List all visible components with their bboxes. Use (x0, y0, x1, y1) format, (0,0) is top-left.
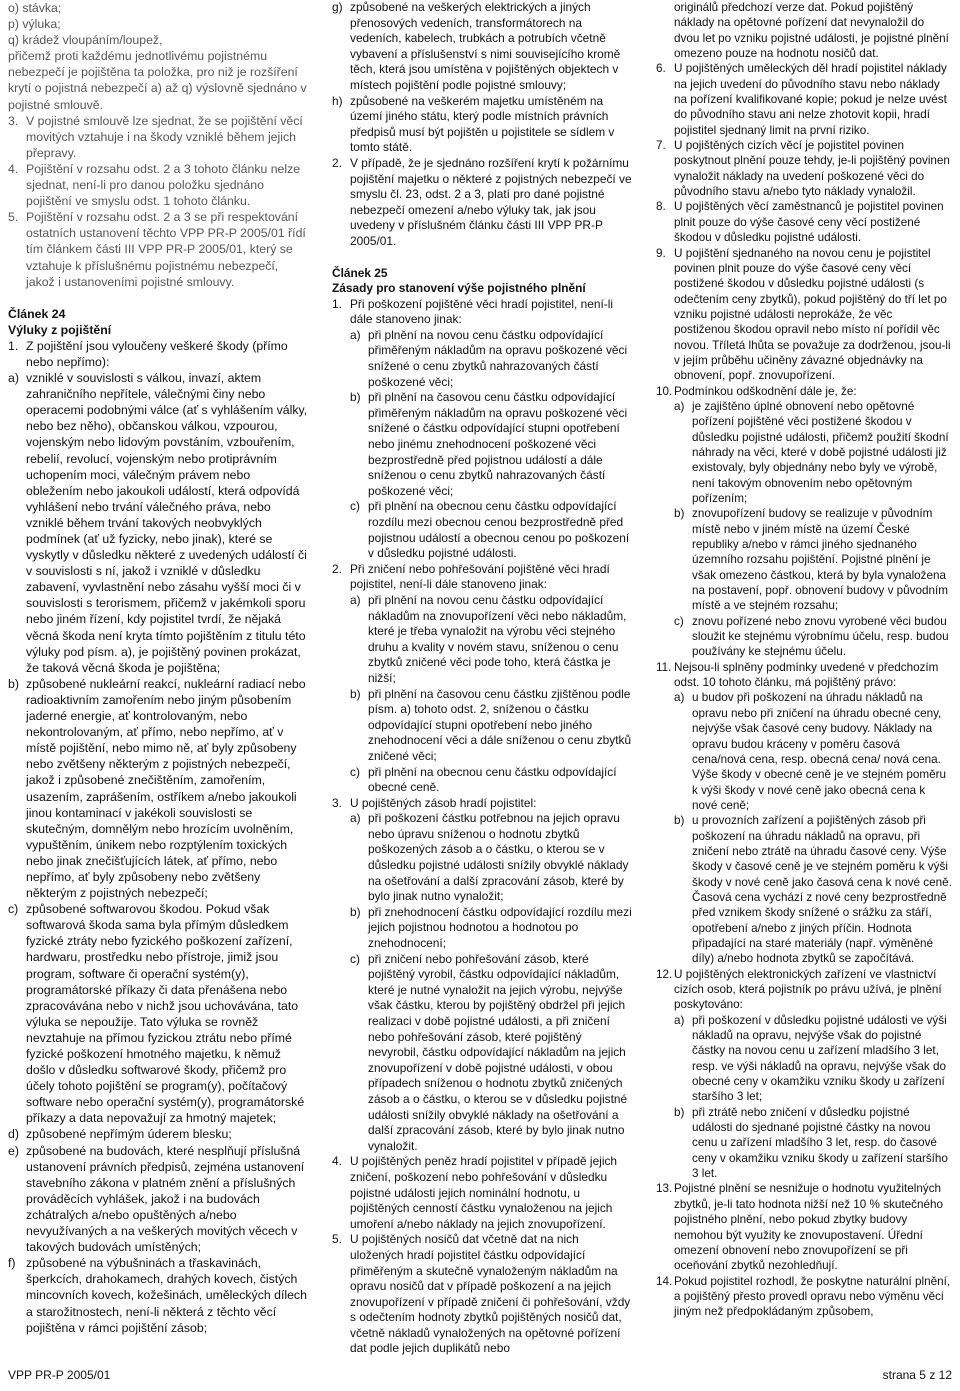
paragraph-text: V případě, že je sjednáno rozšíření krytí k požárnímu pojištění majetku o některé z pojistných nebezpečí ve smyslu čl. 23, odst. 2 a 3, platí pro dané pojistné nebezpečí omezení a/nebo výluky tak, jak jsou uvedeny v příslušném článku části III VPP PR-P 2005/01. (350, 155, 632, 248)
list-text: způsobené na veškerém majetku umístěném na území jiného státu, který podle místních právních předpisů musí být pojištěn u pojistitele se sídlem v tomto státě. (350, 93, 615, 155)
list-item (8, 1143, 308, 1256)
list-item: p) výluka; (8, 17, 61, 32)
paragraph-number: 12. (656, 967, 673, 981)
list-marker: c) (674, 614, 684, 628)
paragraph-text: U pojištěných věcí zaměstnanců je pojistitel povinen plnit pouze do výše časové ceny věcí postižené škodou v důsledku pojistné události. (674, 200, 944, 245)
list-marker: b) (674, 507, 685, 521)
paragraph-6 (656, 61, 952, 138)
list-item: o) stávka; (8, 1, 62, 15)
list-text: znovu pořízené nebo znovu vyrobené věci budou sloužit ke stejnému výrobnímu účelu, resp. budou používány ke stejnému účelu. (692, 614, 949, 659)
list-marker: b) (674, 1105, 685, 1119)
list-item (674, 506, 952, 613)
paragraph-number: 13. (656, 1182, 673, 1196)
list-item (8, 1255, 308, 1335)
list-text: způsobené na výbušninách a třaskavinách, šperkcích, drahokamech, drahých kovech, čistých mincovních kovech, kožešinách, uměleckých dílech a starožitnostech, není-li některá z těchto věcí pojištěna v rámci pojištění zásob; (26, 1256, 307, 1335)
list-item (350, 811, 632, 905)
paragraph-12 (656, 967, 952, 1013)
paragraph-text: U pojištěných cizích věcí je pojistitel povinen poskytnout plnění pouze tehdy, je-li pojištěný povinen vynaložit náklady na uvedení poškozené věci do původního stavu a/nebo tyto náklady vynaložil. (674, 139, 950, 199)
list-item (350, 390, 632, 499)
paragraph-2 (332, 156, 632, 250)
paragraph-text: Při poškození pojištěné věci hradí pojistitel, není-li dále stanoveno jinak: (350, 296, 614, 327)
list-item (674, 1013, 952, 1105)
paragraph-4 (8, 161, 308, 209)
list-item (350, 905, 632, 952)
list-marker: a) (350, 327, 361, 342)
paragraph-4 (332, 1154, 632, 1232)
paragraph-text: Při zničení nebo pohřešování pojištěné věci hradí pojistitel, není-li dále stanoveno jinak: (350, 561, 610, 592)
paragraph-10 (656, 384, 952, 399)
list-marker: a) (674, 1013, 685, 1027)
paragraph-number: 6. (656, 62, 666, 76)
paragraph-text: Pojistné plnění se nesnižuje o hodnotu využitelných zbytků, je-li tato hodnota nižší než 10 % skutečného pojistného plnění, nebo pokud zbytky budovy nemohou být využity ke znovupostavení. Úřední omezení obnovení nebo znovupořízení se při oceňování zbytků nezohledňují. (674, 1182, 943, 1273)
list-text: při zničení nebo pohřešování zásob, které pojištěný vyrobil, částku odpovídající nákladům, které je nutné vynaložit na jejich výrobu, nejvýše však částku, kterou by pojištěný obdržel při jejich realizaci v době pojistné události, a při zničení nebo pohřešování zásob, které pojištěný nevyrobil, částku odpovídající nákladům na jejich znovupořízení v době pojistné události, v obou případech sníženou o hodnotu zbytků zničených zásob a o částku, o kterou se v důsledku pojistné události snížily obvyklé náklady na ošetřování a další zpracování zásob, které by bylo jinak nutno vynaložit. (368, 951, 628, 1153)
paragraph-text: U pojištění sjednaného na novou cenu je pojistitel povinen plnit pouze do výše časové ceny věcí postižené škodou v důsledku pojistné události (s odečtením ceny zbytků), pokud pojištěný do tří let po vzniku pojistné události neprokáže, že věc postiženou škodou opravil nebo místo ní pořídil věc novou. Tříletá lhůta se považuje za dodrženou, jsou-li v jejím průběhu učiněny závazné objednávky na obnovení, popř. znovupořízení. (674, 246, 951, 383)
paragraph-number: 3. (8, 113, 19, 128)
paragraph-text: Pojištění v rozsahu odst. 2 a 3 tohoto článku nelze sjednat, není-li pro danou položku sjednáno pojištění ve smyslu odst. 1 tohoto článku. (26, 161, 301, 209)
article-title: Výluky z pojištění (8, 322, 112, 337)
list-text: při plnění na časovou cenu částku odpovídající přiměřeným nákladům na opravu poškozené věci snížené o částku odpovídající stupni opotřebení nebo jinému znehodnocení poškozené věci bezprostředně před pojistnou událostí a dále sníženou o cenu zbytků nahrazovaných částí poškozené věci; (368, 390, 628, 498)
column-middle (332, 0, 632, 1357)
paragraph-14 (656, 1274, 952, 1320)
list-marker: c) (350, 499, 360, 514)
list-text: způsobené nepřímým úderem blesku; (26, 1127, 232, 1142)
paragraph-number: 4. (8, 161, 19, 176)
paragraph-number: 10. (656, 384, 673, 398)
paragraph-3 (8, 113, 308, 161)
list-item (8, 370, 308, 676)
list-marker: f) (8, 1256, 16, 1271)
list-marker: g) (332, 0, 343, 14)
paragraph-text: Nejsou-li splněny podmínky uvedené v předchozím odst. 10 tohoto článku, má pojištěný právo: (674, 660, 939, 690)
article-heading: Článek 24 (8, 306, 66, 321)
paragraph-text: U pojištěných uměleckých děl hradí pojistitel náklady na jejich uvedení do původního stavu nebo náklady na pořízení kvalifikované kopie; pokud je nelze uvést do původního stavu ani nelze zhotovit kopii, hradí pojistitel sjednaný limit na první riziko. (674, 62, 947, 137)
list-marker: b) (350, 390, 361, 405)
paragraph-text: U pojištěných nosičů dat včetně dat na nich uložených hradí pojistitel částku odpovídající přiměřeným a skutečně vynaloženým nákladům na opravu nosičů dat v případě poškození a na jejich znovupořízení v případě zničení či pohřešování, vždy s odečtením hodnoty zbytků pojištěných nosičů dat, včetně nákladů vynaložených na opětovné pořízení dat podle jejich duplikátů nebo (350, 1232, 631, 1356)
list-marker: a) (8, 371, 19, 386)
paragraph-text: V pojistné smlouvě lze sjednat, že se pojištění věcí movitých vztahuje i na škody vzniklé během jejich přepravy. (26, 113, 303, 160)
paragraph-number: 2. (332, 155, 342, 170)
paragraph-5 (8, 209, 308, 289)
paragraph-text: Pokud pojistitel rozhodl, že poskytne naturální plnění, a pojištěný přesto provedl opravu nebo výměnu věci jiným než předpokládaným způsobem, (674, 1274, 951, 1319)
article-heading: Článek 25 (332, 265, 388, 280)
list-item (8, 1126, 308, 1142)
list-text: vzniklé v souvislosti s válkou, invazí, aktem zahraničního nepřítele, válečnými činy nebo operacemi podobnými válce (ať s vyhlášením války, nebo bez něho), občanskou válkou, vzpourou, vojenským nebo lidovým povstáním, vzbouřením, rebelií, revolucí, vojenským nebo protiprávním uchopením moci, válečným právem nebo obležením nebo jakoukoli událostí, která odpovídá vyhlášení nebo trvání válečného práva, nebo vzniklé během trvání takových neobvyklých podmínek (ať už fyzicky, nebo jinak), které se vyskytly v důsledku některé z uvedených událostí či v souvislosti s ní, jakož i vzniklé v důsledku zabavení, vyvlastnění nebo zásahu vyšší moci či v souvislosti s terorismem, přičemž v jakémkoli sporu nebo jiném řízení, kdy pojistitel tvrdí, že nějaká věcná škoda není kryta tímto pojištěním z titulu této výluky pod písm. a), je pojištěný povinen prokázat, že taková věcná škoda je pojištěna; (26, 371, 308, 675)
list-marker: b) (8, 676, 19, 691)
paragraph-text: Z pojištění jsou vyloučeny veškeré škody (přímo nebo nepřímo): (26, 338, 288, 369)
paragraph-text: U pojištěných zásob hradí pojistitel: (350, 795, 537, 810)
list-marker: c) (350, 764, 360, 779)
column-right (656, 0, 952, 1320)
list-text: je zajištěno úplné obnovení nebo opětovné pořízení pojištěné věci postižené škodou v důsledku pojistné události, přičemž použití škodní náhrady na věci, které v době pojistné události již existovaly, byly objednány nebo byly ve výrobě, není takovým obnovením nebo opětovným pořízením; (692, 399, 949, 505)
paragraph-number: 1. (332, 296, 342, 311)
paragraph-number: 2. (332, 561, 342, 576)
paragraph-number: 9. (656, 246, 666, 260)
list-text: při plnění na novou cenu částku odpovídající nákladům na znovupořízení věci nebo nákladům, které je třeba vynaložit na výrobu věci stejného druhu a kvality v novém stavu, sníženou o cenu zbytků zničené věci pode toho, která částka je nižší; (368, 592, 627, 685)
list-text: způsobené nukleární reakcí, nukleární radiací nebo radioaktivním zamořením nebo jiným působením jaderné energie, ať kontrolovaným, nebo nekontrolovaným, ať přímo, nebo nepřímo, ať v místě pojištění, nebo mimo ně, ať byly způsobeny nebo zvětšeny některým z pojistných nebezpečí, jakož i způsobené znečištěním, zamořením, usazením, zaprášením, ostříkem a/nebo jakoukoli jinou kontaminací v jakékoli souvislosti se skutečným, domnělým nebo hrozícím uvolněním, vypuštěním, únikem nebo rozptýlením toxických nebo jinak znečišťujících látek, ať přímo, nebo nepřímo, ať byly způsobeny nebo zvětšeny některým z pojistných nebezpečí; (26, 676, 306, 901)
list-marker: b) (674, 814, 685, 828)
list-item (674, 1105, 952, 1182)
paragraph-2 (332, 562, 632, 593)
list-item (350, 328, 632, 390)
list-item (350, 765, 632, 796)
list-item (350, 952, 632, 1155)
list-item (674, 614, 952, 660)
paragraph-number: 11. (656, 660, 672, 674)
list-text: při plnění na obecnou cenu částku odpovídající rozdílu mezi obecnou cenou bezprostředně před pojistnou událostí a obecnou cenou po poškození v důsledku pojistné události. (368, 499, 630, 561)
list-marker: c) (350, 951, 360, 966)
paragraph-11 (656, 660, 952, 691)
list-marker: e) (8, 1143, 19, 1158)
list-item (8, 676, 308, 901)
list-text: způsobené na budovách, které nesplňují příslušná ustanovení právních předpisů, zejména ustanovení stavebního zákona v platném znění a příslušných prováděcích vyhlášek, jakož i na budovách zchátralých a/nebo opuštěných a/nebo nevyužívaných a na veškerých movitých věcech v takových budovách umístěných; (26, 1143, 305, 1255)
list-marker: h) (332, 93, 343, 108)
paragraph-3 (332, 796, 632, 812)
list-item (674, 813, 952, 966)
list-marker: a) (674, 399, 685, 413)
page-footer (8, 1368, 952, 1382)
list-item (350, 687, 632, 765)
list-marker: a) (674, 691, 685, 705)
list-item (674, 399, 952, 506)
list-item: q) krádež vloupáním/loupež, (8, 33, 163, 48)
list-text: u budov při poškození na úhradu nákladů na opravu nebo při zničení na úhradu obecné ceny, nejvýše však časové ceny budovy. Náklady na opravu budou kráceny v poměru časová cena/nová cena, resp. obecná cena/ nová cena. Výše škody v obecné ceně je ve stejném poměru k výši škody v nové ceně jako obecná cena k nové ceně; (692, 691, 947, 812)
paragraph-1 (8, 338, 308, 370)
list-text: způsobené softwarovou škodou. Pokud však softwarová škoda sama byla přímým důsledkem fyzické ztráty nebo fyzického poškození zařízení, hardwaru, prostředku nebo přístroje, jimiž jsou program, software či operační systém(y), programátorské příkazy či data přenášena nebo zpracovávána nebo v nichž jsou uchovávána, tato výluka se nepoužije. Tato výluka se rovněž nevztahuje na přímou fyzickou ztrátu nebo přímé fyzické poškození hmotného majetku, k němuž došlo v důsledku softwarové škody, přičemž pro účely tohoto pojištění se program(y), počítačový software nebo operační systém(y), programátorské příkazy a data nepovažují za hmotný majetek; (26, 902, 305, 1126)
article-title: Zásady pro stanovení výše pojistného plnění (332, 281, 586, 296)
paragraph-5 (332, 1232, 632, 1357)
paragraph-text: U pojištěných elektronických zařízení ve vlastnictví cizích osob, která pojistník po právu užívá, je plnění poskytováno: (674, 967, 942, 1012)
list-marker: b) (350, 686, 361, 701)
paragraph-1 (332, 297, 632, 328)
list-text: znovupořízení budovy se realizuje v původním místě nebo v jiném místě na území České republiky a/nebo v rámci jiného sjednaného územního rozsahu pojištění. Pojistné plnění je však omezeno částkou, která by byla vynaložena na postavení, popř. obnovení budovy v původním místě a ve stejném rozsahu; (692, 507, 949, 613)
list-text: při ztrátě nebo zničení v důsledku pojistné události do sjednané pojistné částky na novou cenu u zařízení mladšího 3 let, resp. do časové ceny v okamžiku vzniku škody u zařízení staršího 3 let. (692, 1105, 948, 1181)
list-marker: d) (8, 1127, 19, 1142)
list-item (674, 690, 952, 813)
list-text: při poškození v důsledku pojistné události ve výši nákladů na opravu, nejvýše však do pojistné částky na novou cenu u zařízení mladšího 3 let, resp. ve výši nákladů na opravu, nejvýše však do obecné ceny v okamžiku vzniku škody u zařízení staršího 3 let; (692, 1013, 947, 1104)
paragraph-9 (656, 246, 952, 384)
list-text: při znehodnocení částku odpovídající rozdílu mezi jejich pojistnou hodnotou a hodnotou po znehodnocení; (368, 904, 632, 951)
list-item (332, 0, 632, 94)
list-item (350, 499, 632, 561)
paragraph-text: Podmínkou odškodnění dále je, že: (674, 384, 857, 398)
paragraph-number: 3. (332, 795, 342, 810)
list-item (332, 94, 632, 156)
paragraph: přičemž proti každému jednotlivému pojistnému nebezpečí je pojištěna ta položka, pro niž je rozšíření krytí o pojistná nebezpečí a) až q) výslovně sjednáno v pojistné smlouvě. (8, 49, 307, 112)
paragraph-number: 14. (656, 1274, 673, 1288)
paragraph-number: 1. (8, 338, 19, 353)
paragraph-number: 8. (656, 200, 666, 214)
paragraph-13 (656, 1181, 952, 1273)
paragraph-text: U pojištěných peněz hradí pojistitel v případě jejich zničení, poškození nebo pohřešování v důsledku pojistné události jejich nominální hodnotu, u pojištěných cenností částku vynaloženou na jejich umoření a/nebo náklady na jejich znovupořízení. (350, 1154, 618, 1231)
list-text: při plnění na obecnou cenu částku odpovídající obecné ceně. (368, 764, 617, 795)
column-left (8, 0, 308, 1336)
paragraph-number: 7. (656, 139, 666, 153)
paragraph-7 (656, 138, 952, 199)
list-marker: a) (350, 592, 361, 607)
footer-page-number: strana 5 z 12 (882, 1368, 952, 1382)
list-item (350, 593, 632, 687)
list-marker: b) (350, 904, 361, 919)
list-text: způsobené na veškerých elektrických a jiných přenosových vedeních, transformátorech na vedeních, kabelech, trubkách a potrubích včetně vybavení a příslušenství s nimi souvisejícího kromě těch, která jsou umístěna v pojištěných objektech v místech pojištění podle pojistné smlouvy; (350, 0, 621, 92)
list-text: při plnění na novou cenu částku odpovídající přiměřeným nákladům na opravu poškozené věci snížené o cenu zbytků nahrazovaných částí poškozené věci; (368, 327, 628, 389)
paragraph-number: 5. (8, 210, 19, 225)
paragraph-number: 4. (332, 1154, 342, 1169)
paragraph-text: Pojištění v rozsahu odst. 2 a 3 se při respektování ostatních ustanovení těchto VPP PR-P 2005/01 řídí tím článkem části III VPP PR-P 2005/01, který se vztahuje k příslušnému pojistnému nebezpečí, jakož i ustanoveními pojistné smlouvy. (26, 210, 306, 289)
paragraph-number: 5. (332, 1232, 342, 1247)
list-text: u provozních zařízení a pojištěných zásob při poškození na úhradu nákladů na opravu, při zničení nebo ztrátě na úhradu časové ceny. Výše škody v časové ceně je ve stejném poměru k výši škody v nové ceně jako časová cena k nové ceně. Časová cena vychází z nové ceny bezprostředně před vznikem škody snížené o srážku za stáří, opotřebení a/nebo z jiných příčin. Hodnota připadající na staré materiály (např. výměněné díly) a/nebo hodnota zbytků se započítává. (692, 814, 952, 966)
list-text: při poškození částku potřebnou na jejich opravu nebo úpravu sníženou o hodnotu zbytků poškozených zásob a o částku, o kterou se v důsledku pojistné události snížily obvyklé náklady na ošetřování a další zpracování zásob, které by bylo jinak nutno vynaložit; (368, 811, 629, 904)
list-text: při plnění na časovou cenu částku zjištěnou podle písm. a) tohoto odst. 2, sníženou o částku odpovídající stupni opotřebení nebo jiného znehodnocení věci a dále sníženou o cenu zbytků zničené věci; (368, 686, 632, 763)
paragraph: originálů předchozí verze dat. Pokud pojištěný náklady na opětovné pořízení dat nevynaložil do dvou let po vzniku pojistné události, je pojistné plnění omezeno pouze na hodnotu nosičů dat. (674, 1, 949, 61)
footer-document-code: VPP PR-P 2005/01 (8, 1368, 111, 1382)
list-marker: c) (8, 902, 19, 917)
list-item (8, 901, 308, 1126)
paragraph-8 (656, 199, 952, 245)
list-marker: a) (350, 811, 361, 826)
